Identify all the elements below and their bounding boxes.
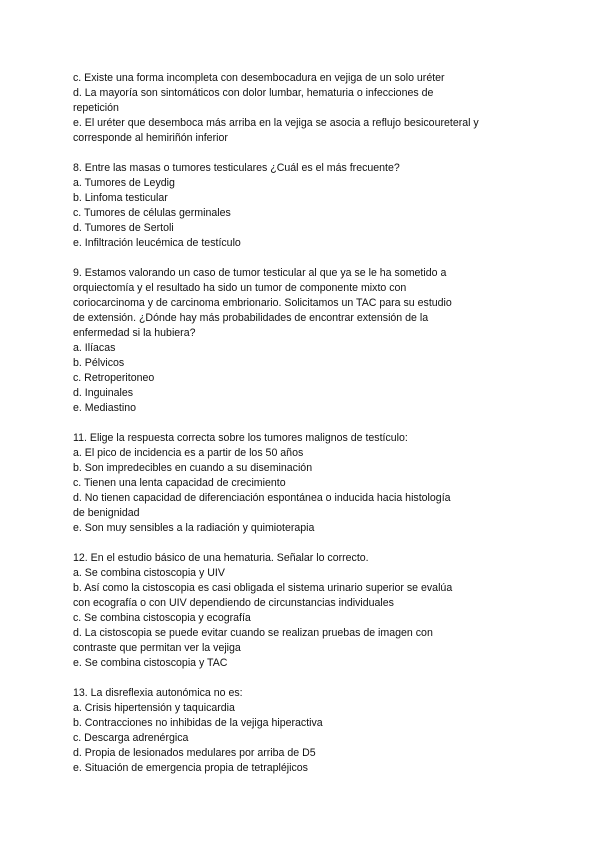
option-line: b. Linfoma testicular: [73, 192, 168, 204]
option-line: a. Crisis hipertensión y taquicardia: [73, 702, 235, 714]
option-line: e. El uréter que desemboca más arriba en la vejiga se asocia a reflujo besicoureteral y: [73, 117, 479, 129]
option-line: d. Propia de lesionados medulares por arriba de D5: [73, 747, 316, 759]
question-text: 13. La disreflexia autonómica no es:: [73, 687, 243, 699]
option-line: d. La cistoscopia se puede evitar cuando se realizan pruebas de imagen con: [73, 627, 433, 639]
option-line: de benignidad: [73, 507, 140, 519]
option-line: a. El pico de incidencia es a partir de los 50 años: [73, 447, 304, 459]
option-line: d. Tumores de Sertoli: [73, 222, 174, 234]
question-8: [73, 161, 533, 251]
option-line: c. Descarga adrenérgica: [73, 732, 189, 744]
option-line: d. La mayoría son sintomáticos con dolor lumbar, hematuria o infecciones de: [73, 87, 434, 99]
question-text: 8. Entre las masas o tumores testiculares ¿Cuál es el más frecuente?: [73, 162, 400, 174]
question-text: de extensión. ¿Dónde hay más probabilidades de encontrar extensión de la: [73, 312, 429, 324]
option-line: d. Inguinales: [73, 387, 134, 399]
option-line: c. Retroperitoneo: [73, 372, 155, 384]
spacer: [73, 416, 533, 431]
question-11: [73, 431, 533, 536]
option-line: a. Tumores de Leydig: [73, 177, 175, 189]
option-line: a. Se combina cistoscopia y UIV: [73, 567, 225, 579]
option-line: c. Tumores de células germinales: [73, 207, 231, 219]
spacer: [73, 146, 533, 161]
option-line: corresponde al hemiriñón inferior: [73, 132, 228, 144]
option-line: e. Son muy sensibles a la radiación y quimioterapia: [73, 522, 315, 534]
question-text: 12. En el estudio básico de una hematuria. Señalar lo correcto.: [73, 552, 369, 564]
option-line: contraste que permitan ver la vejiga: [73, 642, 241, 654]
spacer: [73, 251, 533, 266]
question-text: 9. Estamos valorando un caso de tumor testicular al que ya se le ha sometido a: [73, 267, 447, 279]
question-text: enfermedad si la hubiera?: [73, 327, 196, 339]
question-text: orquiectomía y el resultado ha sido un tumor de componente mixto con: [73, 282, 407, 294]
option-line: e. Situación de emergencia propia de tetrapléjicos: [73, 762, 308, 774]
option-line: b. Pélvicos: [73, 357, 125, 369]
option-line: d. No tienen capacidad de diferenciación espontánea o inducida hacia histología: [73, 492, 451, 504]
spacer: [73, 536, 533, 551]
question-text: 11. Elige la respuesta correcta sobre los tumores malignos de testículo:: [73, 432, 408, 444]
option-line: con ecografía o con UIV dependiendo de circunstancias individuales: [73, 597, 394, 609]
option-line: c. Tienen una lenta capacidad de crecimiento: [73, 477, 286, 489]
question-text: coriocarcinoma y de carcinoma embrionario. Solicitamos un TAC para su estudio: [73, 297, 452, 309]
option-line: e. Infiltración leucémica de testículo: [73, 237, 241, 249]
question-12: [73, 551, 533, 671]
question-9: [73, 266, 533, 416]
option-line: a. Ilíacas: [73, 342, 116, 354]
spacer: [73, 671, 533, 686]
page-content: [73, 71, 533, 776]
option-line: e. Mediastino: [73, 402, 137, 414]
option-line: b. Son impredecibles en cuando a su diseminación: [73, 462, 313, 474]
option-line: e. Se combina cistoscopia y TAC: [73, 657, 228, 669]
question-13: [73, 686, 533, 776]
option-line: c. Existe una forma incompleta con desembocadura en vejiga de un solo uréter: [73, 72, 445, 84]
option-line: repetición: [73, 102, 119, 114]
option-line: c. Se combina cistoscopia y ecografía: [73, 612, 251, 624]
option-line: b. Contracciones no inhibidas de la vejiga hiperactiva: [73, 717, 323, 729]
option-line: b. Así como la cistoscopia es casi obligada el sistema urinario superior se evalúa: [73, 582, 453, 594]
intro-options: [73, 71, 533, 146]
